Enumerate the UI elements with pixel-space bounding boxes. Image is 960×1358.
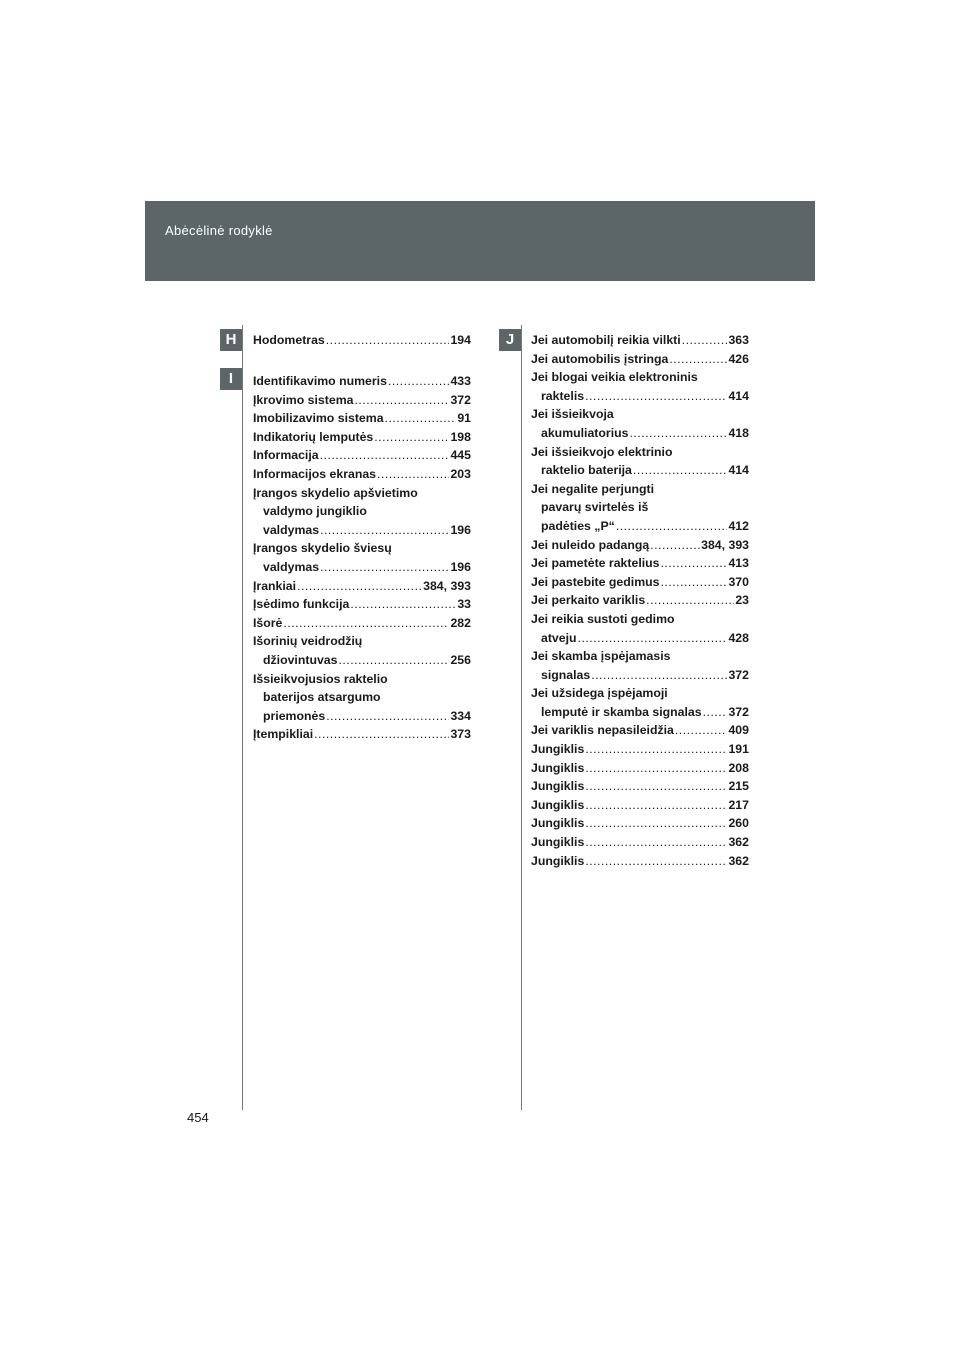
index-entry[interactable]: Įtempikliai ..... 373 bbox=[253, 725, 471, 744]
index-entry[interactable]: Įrankiai ..... 384, 393 bbox=[253, 577, 471, 596]
header-bar bbox=[145, 201, 815, 281]
index-entry[interactable]: Jungiklis ..... 217 bbox=[531, 796, 749, 815]
index-entry[interactable]: Jungiklis ..... 208 bbox=[531, 759, 749, 778]
index-entry[interactable]: Jei skamba įspėjamasis signalas ..... 372 bbox=[531, 647, 749, 684]
index-entry[interactable]: Informacija ..... 445 bbox=[253, 446, 471, 465]
index-entry[interactable]: Jei išsieikvojo elektrinio raktelio baterija ..... 414 bbox=[531, 443, 749, 480]
index-entry[interactable]: Išorė ..... 282 bbox=[253, 614, 471, 633]
section-i-entries bbox=[253, 372, 471, 744]
index-entry[interactable]: Jungiklis ..... 260 bbox=[531, 814, 749, 833]
index-entry[interactable]: Įsėdimo funkcija ..... 33 bbox=[253, 595, 471, 614]
index-entry[interactable]: Jei nuleido padangą ..... 384, 393 bbox=[531, 536, 749, 555]
index-entry[interactable]: Jei reikia sustoti gedimo atveju ..... 428 bbox=[531, 610, 749, 647]
index-entry[interactable]: Jei užsidega įspėjamoji lemputė ir skamba signalas ..... 372 bbox=[531, 684, 749, 721]
index-entry[interactable]: Imobilizavimo sistema ..... 91 bbox=[253, 409, 471, 428]
column-divider bbox=[242, 325, 243, 1110]
index-entry[interactable]: Jungiklis ..... 191 bbox=[531, 740, 749, 759]
index-entry[interactable]: Jei negalite perjungti pavarų svirtelės iš padėties „P“ ..... 412 bbox=[531, 480, 749, 536]
index-entry[interactable]: Įrangos skydelio šviesų valdymas ..... 196 bbox=[253, 539, 471, 576]
index-entry[interactable]: Informacijos ekranas ..... 203 bbox=[253, 465, 471, 484]
index-entry[interactable]: Jei pastebite gedimus ..... 370 bbox=[531, 573, 749, 592]
index-entry[interactable]: Įrangos skydelio apšvietimo valdymo jungiklio valdymas ..... 196 bbox=[253, 484, 471, 540]
index-entry[interactable]: Jei išsieikvoja akumuliatorius ..... 418 bbox=[531, 405, 749, 442]
index-entry[interactable]: Jungiklis ..... 215 bbox=[531, 777, 749, 796]
page-number: 454 bbox=[187, 1110, 209, 1125]
index-entry[interactable]: Išorinių veidrodžių džiovintuvas ..... 256 bbox=[253, 632, 471, 669]
index-entry[interactable]: Indikatorių lemputės ..... 198 bbox=[253, 428, 471, 447]
section-letter-h: H bbox=[220, 329, 242, 351]
section-j-entries bbox=[531, 331, 749, 870]
section-letter-i: I bbox=[220, 368, 242, 390]
index-entry[interactable]: Jei automobilį reikia vilkti ..... 363 bbox=[531, 331, 749, 350]
page-title: Abėcėlinė rodyklė bbox=[165, 223, 273, 238]
index-entry[interactable]: Jei pametėte raktelius ..... 413 bbox=[531, 554, 749, 573]
index-entry[interactable]: Identifikavimo numeris ..... 433 bbox=[253, 372, 471, 391]
index-entry[interactable]: Jungiklis ..... 362 bbox=[531, 852, 749, 871]
index-entry[interactable]: Įkrovimo sistema ..... 372 bbox=[253, 391, 471, 410]
index-entry[interactable]: Hodometras ..... 194 bbox=[253, 331, 471, 350]
column-divider bbox=[521, 325, 522, 1110]
index-entry[interactable]: Jei automobilis įstringa ..... 426 bbox=[531, 350, 749, 369]
index-entry[interactable]: Jei perkaito variklis ..... 23 bbox=[531, 591, 749, 610]
index-entry[interactable]: Išsieikvojusios raktelio baterijos atsargumo priemonės ..... 334 bbox=[253, 670, 471, 726]
index-entry[interactable]: Jei variklis nepasileidžia ..... 409 bbox=[531, 721, 749, 740]
index-entry[interactable]: Jungiklis ..... 362 bbox=[531, 833, 749, 852]
index-entry[interactable]: Jei blogai veikia elektroninis raktelis ..... 414 bbox=[531, 368, 749, 405]
section-letter-j: J bbox=[499, 329, 521, 351]
section-h-entries bbox=[253, 331, 471, 350]
